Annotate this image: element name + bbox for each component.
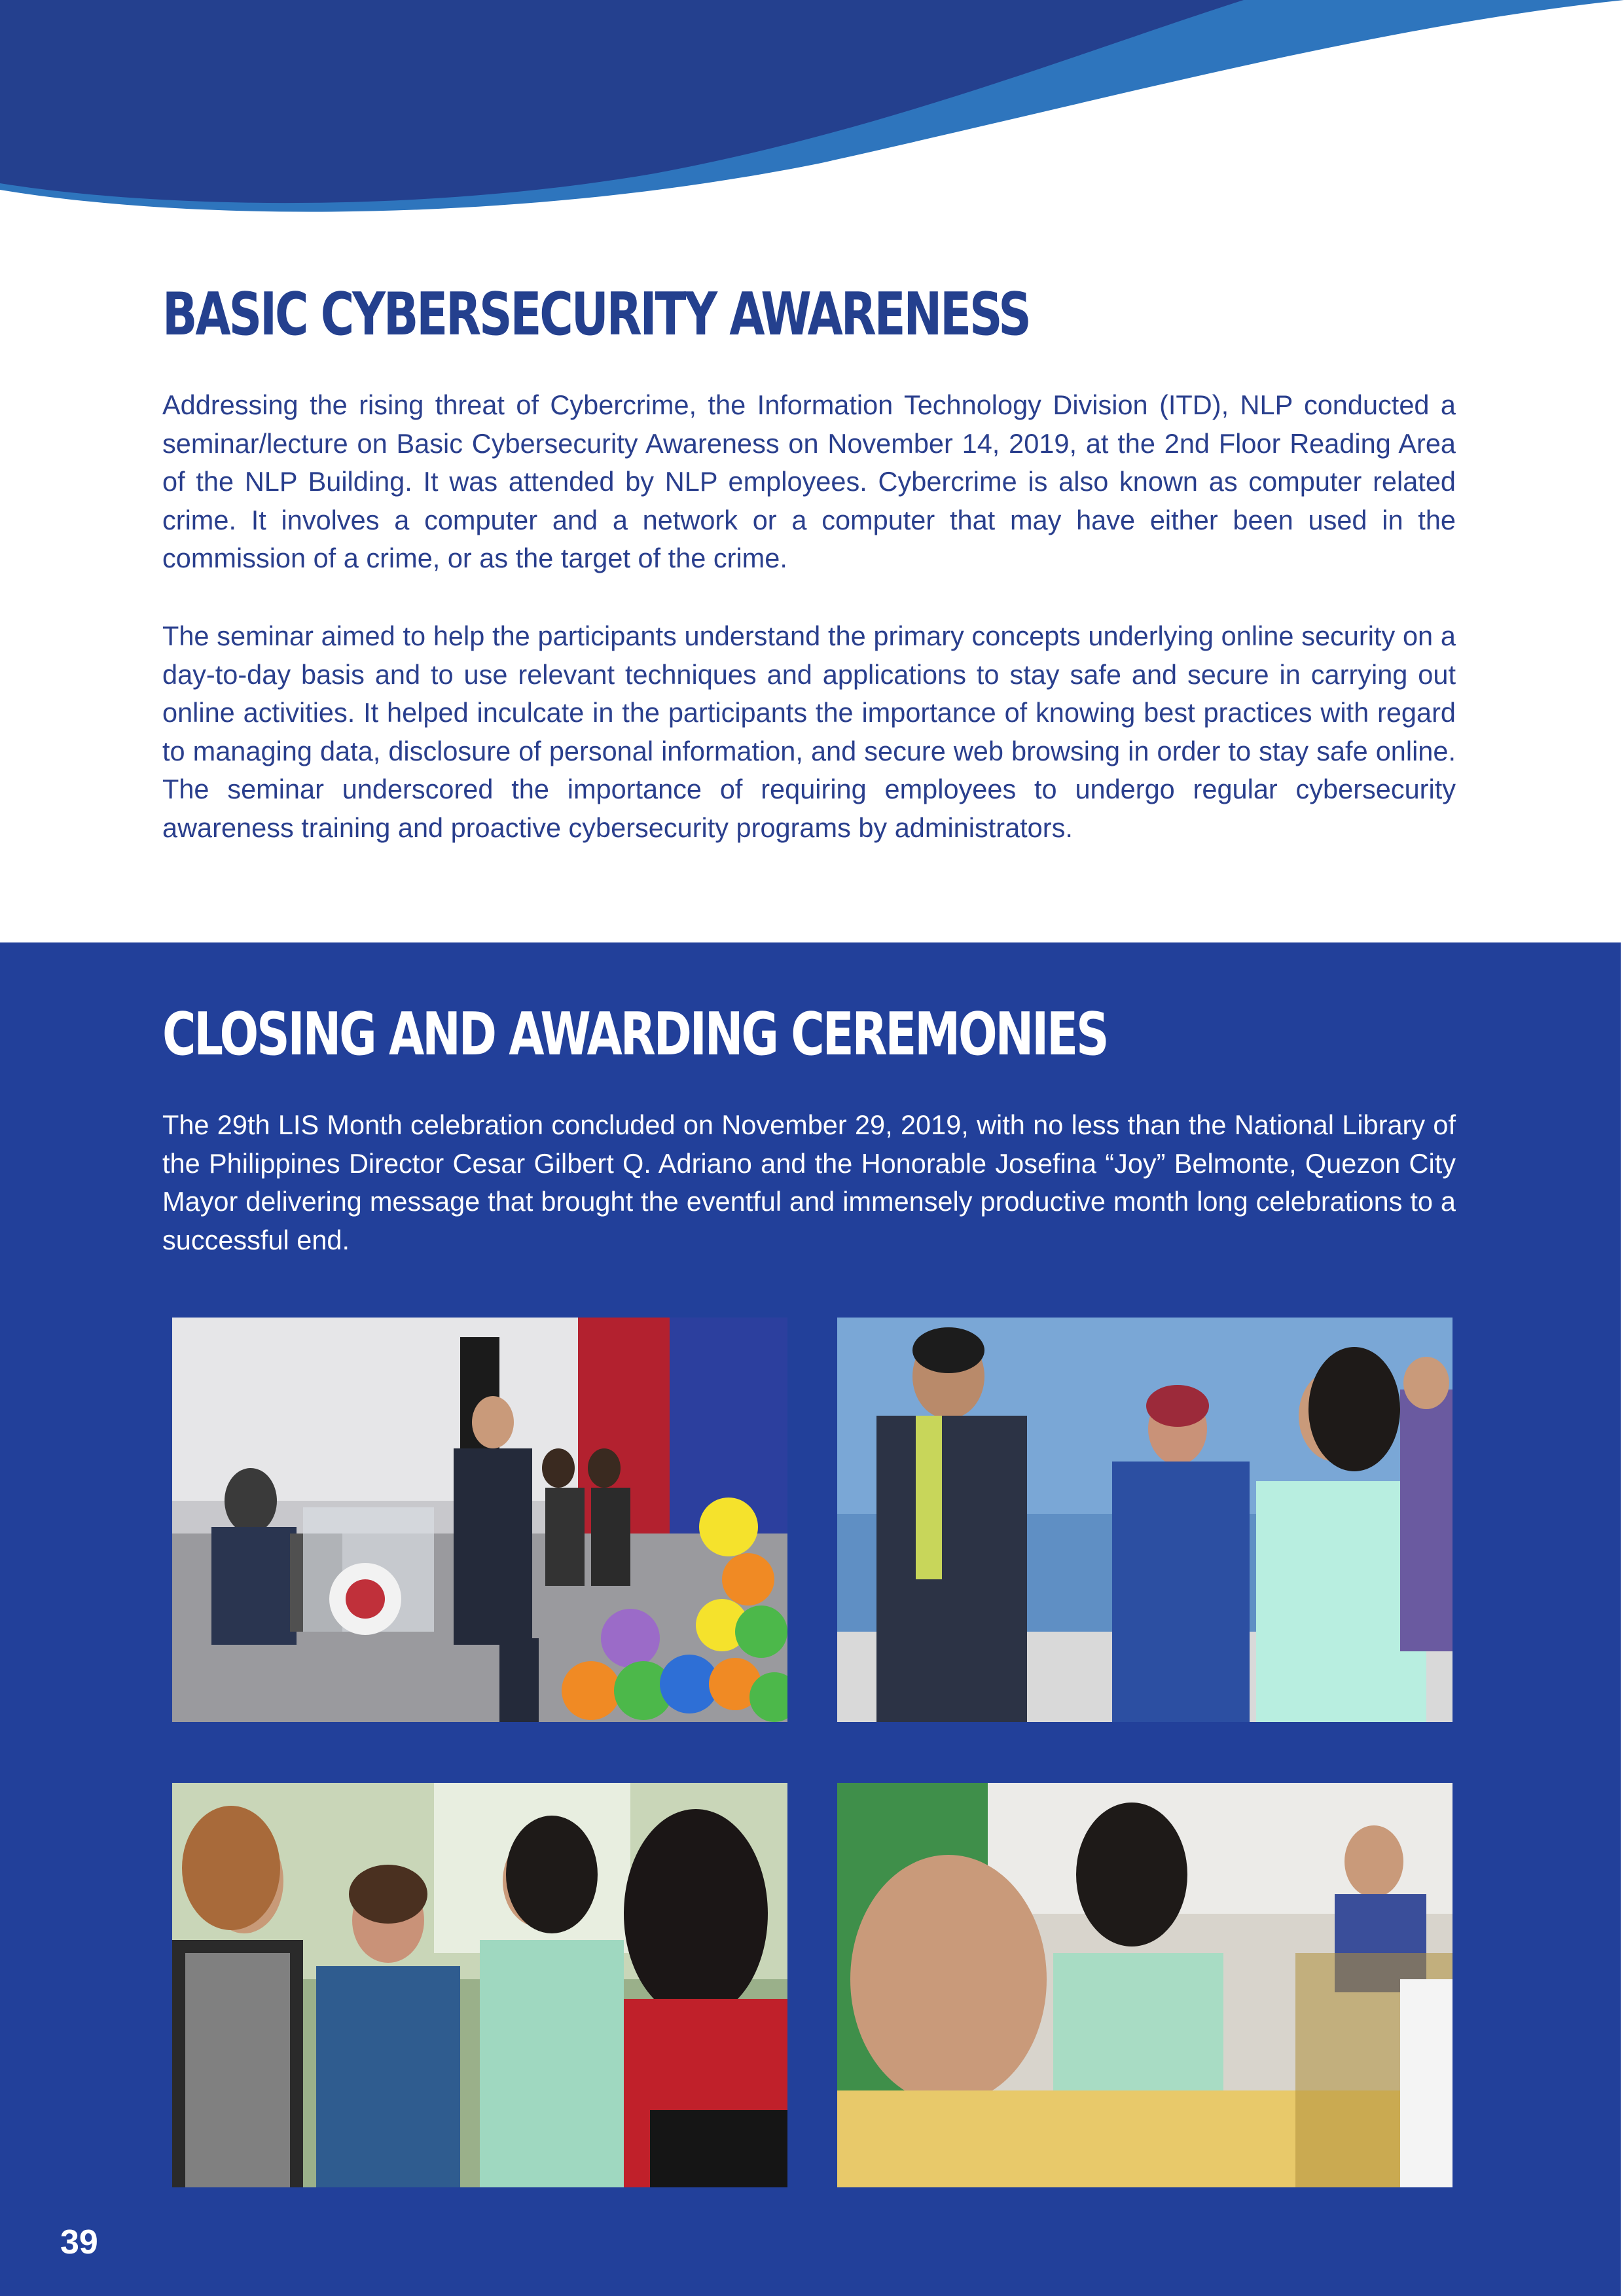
cybersecurity-section [0, 0, 1624, 942]
photo-handshake [172, 1783, 787, 2187]
cybersecurity-paragraph-2: The seminar aimed to help the participants understand the primary concepts underlying online security on a day-to-day basis and to use relevant techniques and applications to stay safe and secure in carrying out online activities. It helped inculcate in the participants the importance of knowing best practices with regard to managing data, disclosure of personal information, and secure web browsing in order to stay safe online. The seminar underscored the importance of requiring employees to undergo regular cybersecurity awareness training and proactive cybersecurity programs by administrators. [162, 620, 1456, 843]
cybersecurity-title: BASIC CYBERSECURITY AWARENESS [162, 280, 1030, 349]
closing-title: CLOSING AND AWARDING CEREMONIES [162, 1000, 1108, 1069]
photo-speaker-podium [172, 1318, 787, 1722]
closing-paragraph: The 29th LIS Month celebration concluded on November 29, 2019, with no less than the National Library of the Philippines Director Cesar Gilbert Q. Adriano and the Honorable Josefina “Joy” Belmonte, Quezon City Mayor delivering message that brought the eventful and immensely productive month long celebrations to a successful end. [162, 1109, 1456, 1255]
photo-greeting-tent [837, 1318, 1453, 1722]
photo-table-guests [837, 1783, 1453, 2187]
cybersecurity-paragraph-1: Addressing the rising threat of Cybercrime, the Information Technology Division (ITD), NLP conducted a seminar/lecture on Basic Cybersecurity Awareness on November 14, 2019, at the 2nd Floor Reading Area of the NLP Building. It was attended by NLP employees. Cybercrime is also known as computer related crime. It involves a computer and a network or a computer that may have either been used in the commission of a crime, or as the target of the crime. [162, 389, 1456, 574]
page-number: 39 [60, 2223, 98, 2261]
